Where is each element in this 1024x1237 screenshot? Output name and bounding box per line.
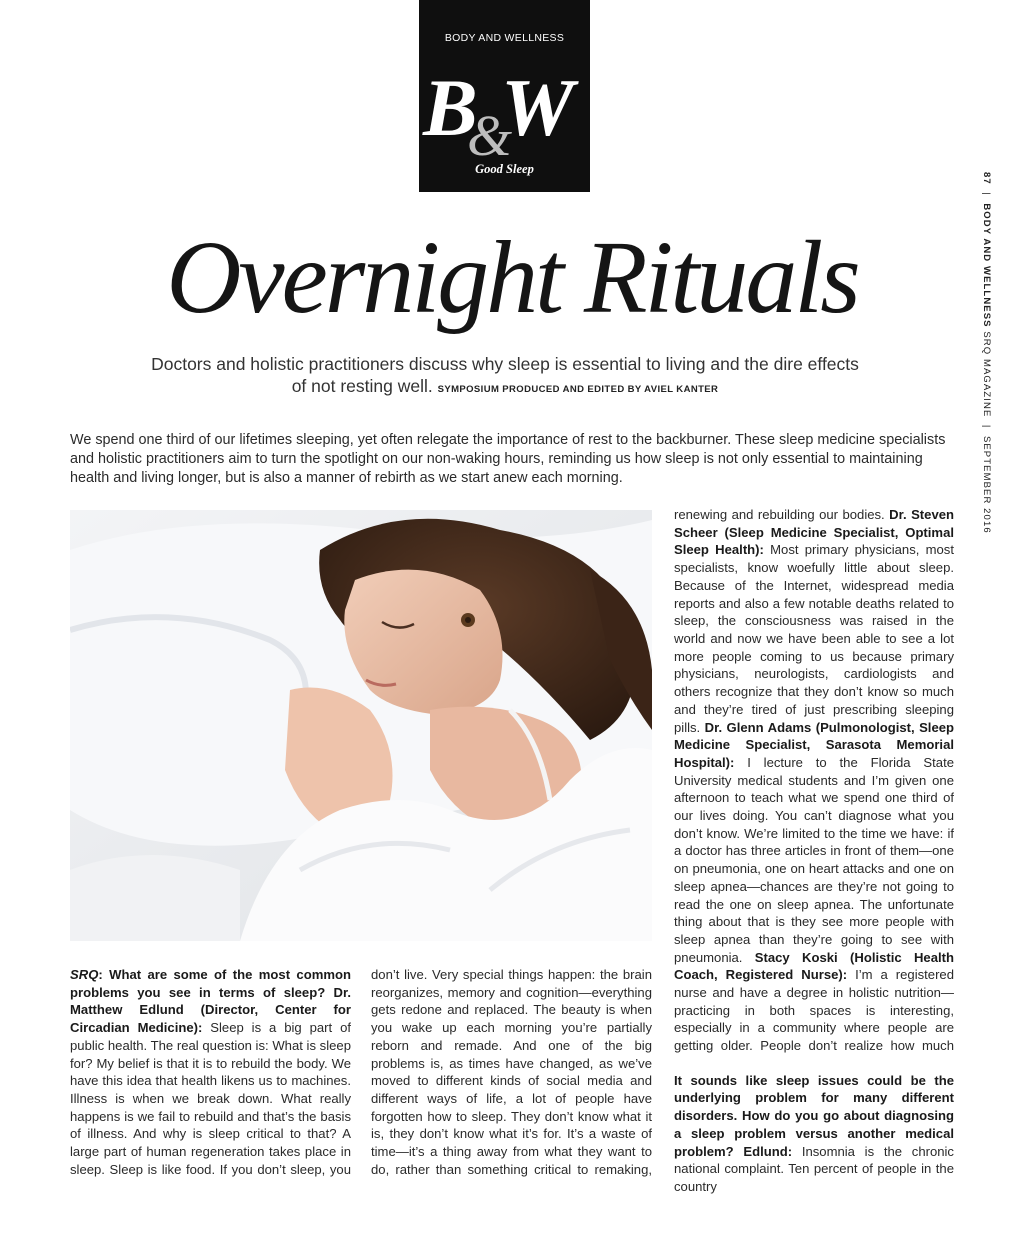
answer-text: I lecture to the Florida State University medical students and I’m given one afternoon to teach what we spend one third of our lives doing. You can’t diagnose what you don’t know. We’re limited to the time we have: if a doctor has three articles in front of them—one on pneumonia, one on heart attacks and one on sleep apnea—chances are they’re not going to read the one on sleep apnea. The unfortunate thing about that is they see more people with sleep apnea than they’re going to see with pneumonia. xyxy=(674,754,954,965)
answer-text: don’t live. Very special things happen: the brain reorganizes, memory and cognition—everything gets redone and replaced. The beauty is when you wake up each morning you’re partially reborn and remade. And one of the big problems is, as times have changed, as we’ve moved to different kinds of social media and different ways of life, a lot of people have forgotten how to sleep. They don’t know what it is, they don’t know what it’s for. It’s a waste of time—it’s a thing away from what they want to do, rather than something critical to remaking, xyxy=(371,967,652,1177)
article-column-1 xyxy=(70,966,351,1178)
speaker-name: Edlund: xyxy=(743,1143,802,1159)
logo-letter-b: B xyxy=(423,62,472,153)
question-label: SRQ: What are some of the most common problems you see in terms of sleep? xyxy=(70,967,351,1000)
headline: Overnight Rituals xyxy=(166,220,858,335)
answer-text: Insomnia is the chronic national complaint. Ten percent of people in the country xyxy=(674,1143,954,1194)
dek xyxy=(150,353,860,401)
article-paragraph xyxy=(371,966,652,1178)
article-column-2 xyxy=(371,966,652,1178)
article-paragraph xyxy=(674,1072,954,1196)
speaker-name: Stacy Koski (Holistic Health Coach, Registered Nurse): xyxy=(674,949,954,983)
article-column-3 xyxy=(674,506,954,1196)
folio-magazine: SRQ MAGAZINE xyxy=(981,331,992,418)
badge-subtitle: Good Sleep xyxy=(475,162,534,176)
dek-text: Doctors and holistic practitioners discuss why sleep is essential to living and the dire effects of not resting well. xyxy=(151,354,859,396)
folio-section: BODY AND WELLNESS xyxy=(981,203,992,328)
answer-text: I’m a registered nurse and have a degree in holistic nutrition—practicing in both spaces is interesting, especially in a community where people are getting older. People don’t realize how much xyxy=(674,967,954,1054)
column-3-continuation xyxy=(674,506,954,1055)
intro-paragraph: We spend one third of our lifetimes sleeping, yet often relegate the importance of rest to the backburner. These sleep medicine specialists and holistic practitioners aim to turn the spotlight on our non-waking hours, reminding us how sleep is not only essential to maintaining health and living longer, but is also a manner of rebirth as we start anew each morning. xyxy=(70,432,946,486)
section-badge xyxy=(419,0,590,192)
speaker-name: Dr. Glenn Adams (Pulmonologist, Sleep Medicine Specialist, Sarasota Memorial Hospital): xyxy=(674,719,954,770)
folio-separator: | xyxy=(981,192,992,196)
article-paragraph xyxy=(70,966,351,1178)
folio-separator: | xyxy=(981,424,992,429)
speaker-name: Dr. Steven Scheer (Sleep Medicine Specialist, Optimal Sleep Health): xyxy=(674,507,954,558)
badge-section-label: BODY AND WELLNESS xyxy=(444,32,565,44)
byline-credit: SYMPOSIUM PRODUCED AND EDITED BY AVIEL KANTER xyxy=(437,384,719,395)
bw-logo xyxy=(419,58,590,168)
logo-ampersand: & xyxy=(467,103,513,168)
folio-date: SEPTEMBER 2016 xyxy=(981,435,992,534)
answer-text: Sleep is a big part of public health. The real question is: What is sleep for? My belief is that it is to rebuild the body. We have this idea that health likens us to machines. Illness is when we break down. What really happens is we fail to rebuild and that’s the basis of illness. And why is sleep critical to that? A large part of human regeneration takes place in sleep. Sleep is like food. If you don’t sleep, you xyxy=(70,1020,351,1177)
question-text: It sounds like sleep issues could be the underlying problem for many different disorders. How do you go about diagnosing a sleep problem versus another medical problem? xyxy=(674,1072,954,1159)
answer-text: renewing and rebuilding our bodies. xyxy=(674,507,885,523)
page-number: 87 xyxy=(981,172,992,185)
answer-text: Most primary physicians, most specialists, know woefully little about sleep. Because of the Internet, widespread media reports and also a few notable deaths related to sleep, the consciousness was raised in the world and now we have been able to see a lot more people coming to us because primary physicians, neurologists, cardiologists and others recognize that they don’t know so much and they’re tired of just prescribing sleeping pills. xyxy=(674,542,954,735)
sleeping-woman-photo xyxy=(70,510,652,941)
article-paragraph xyxy=(674,506,954,1055)
logo-letter-w: W xyxy=(501,62,568,153)
speaker-name: Dr. Matthew Edlund (Director, Center for Circadian Medicine): xyxy=(70,984,351,1036)
